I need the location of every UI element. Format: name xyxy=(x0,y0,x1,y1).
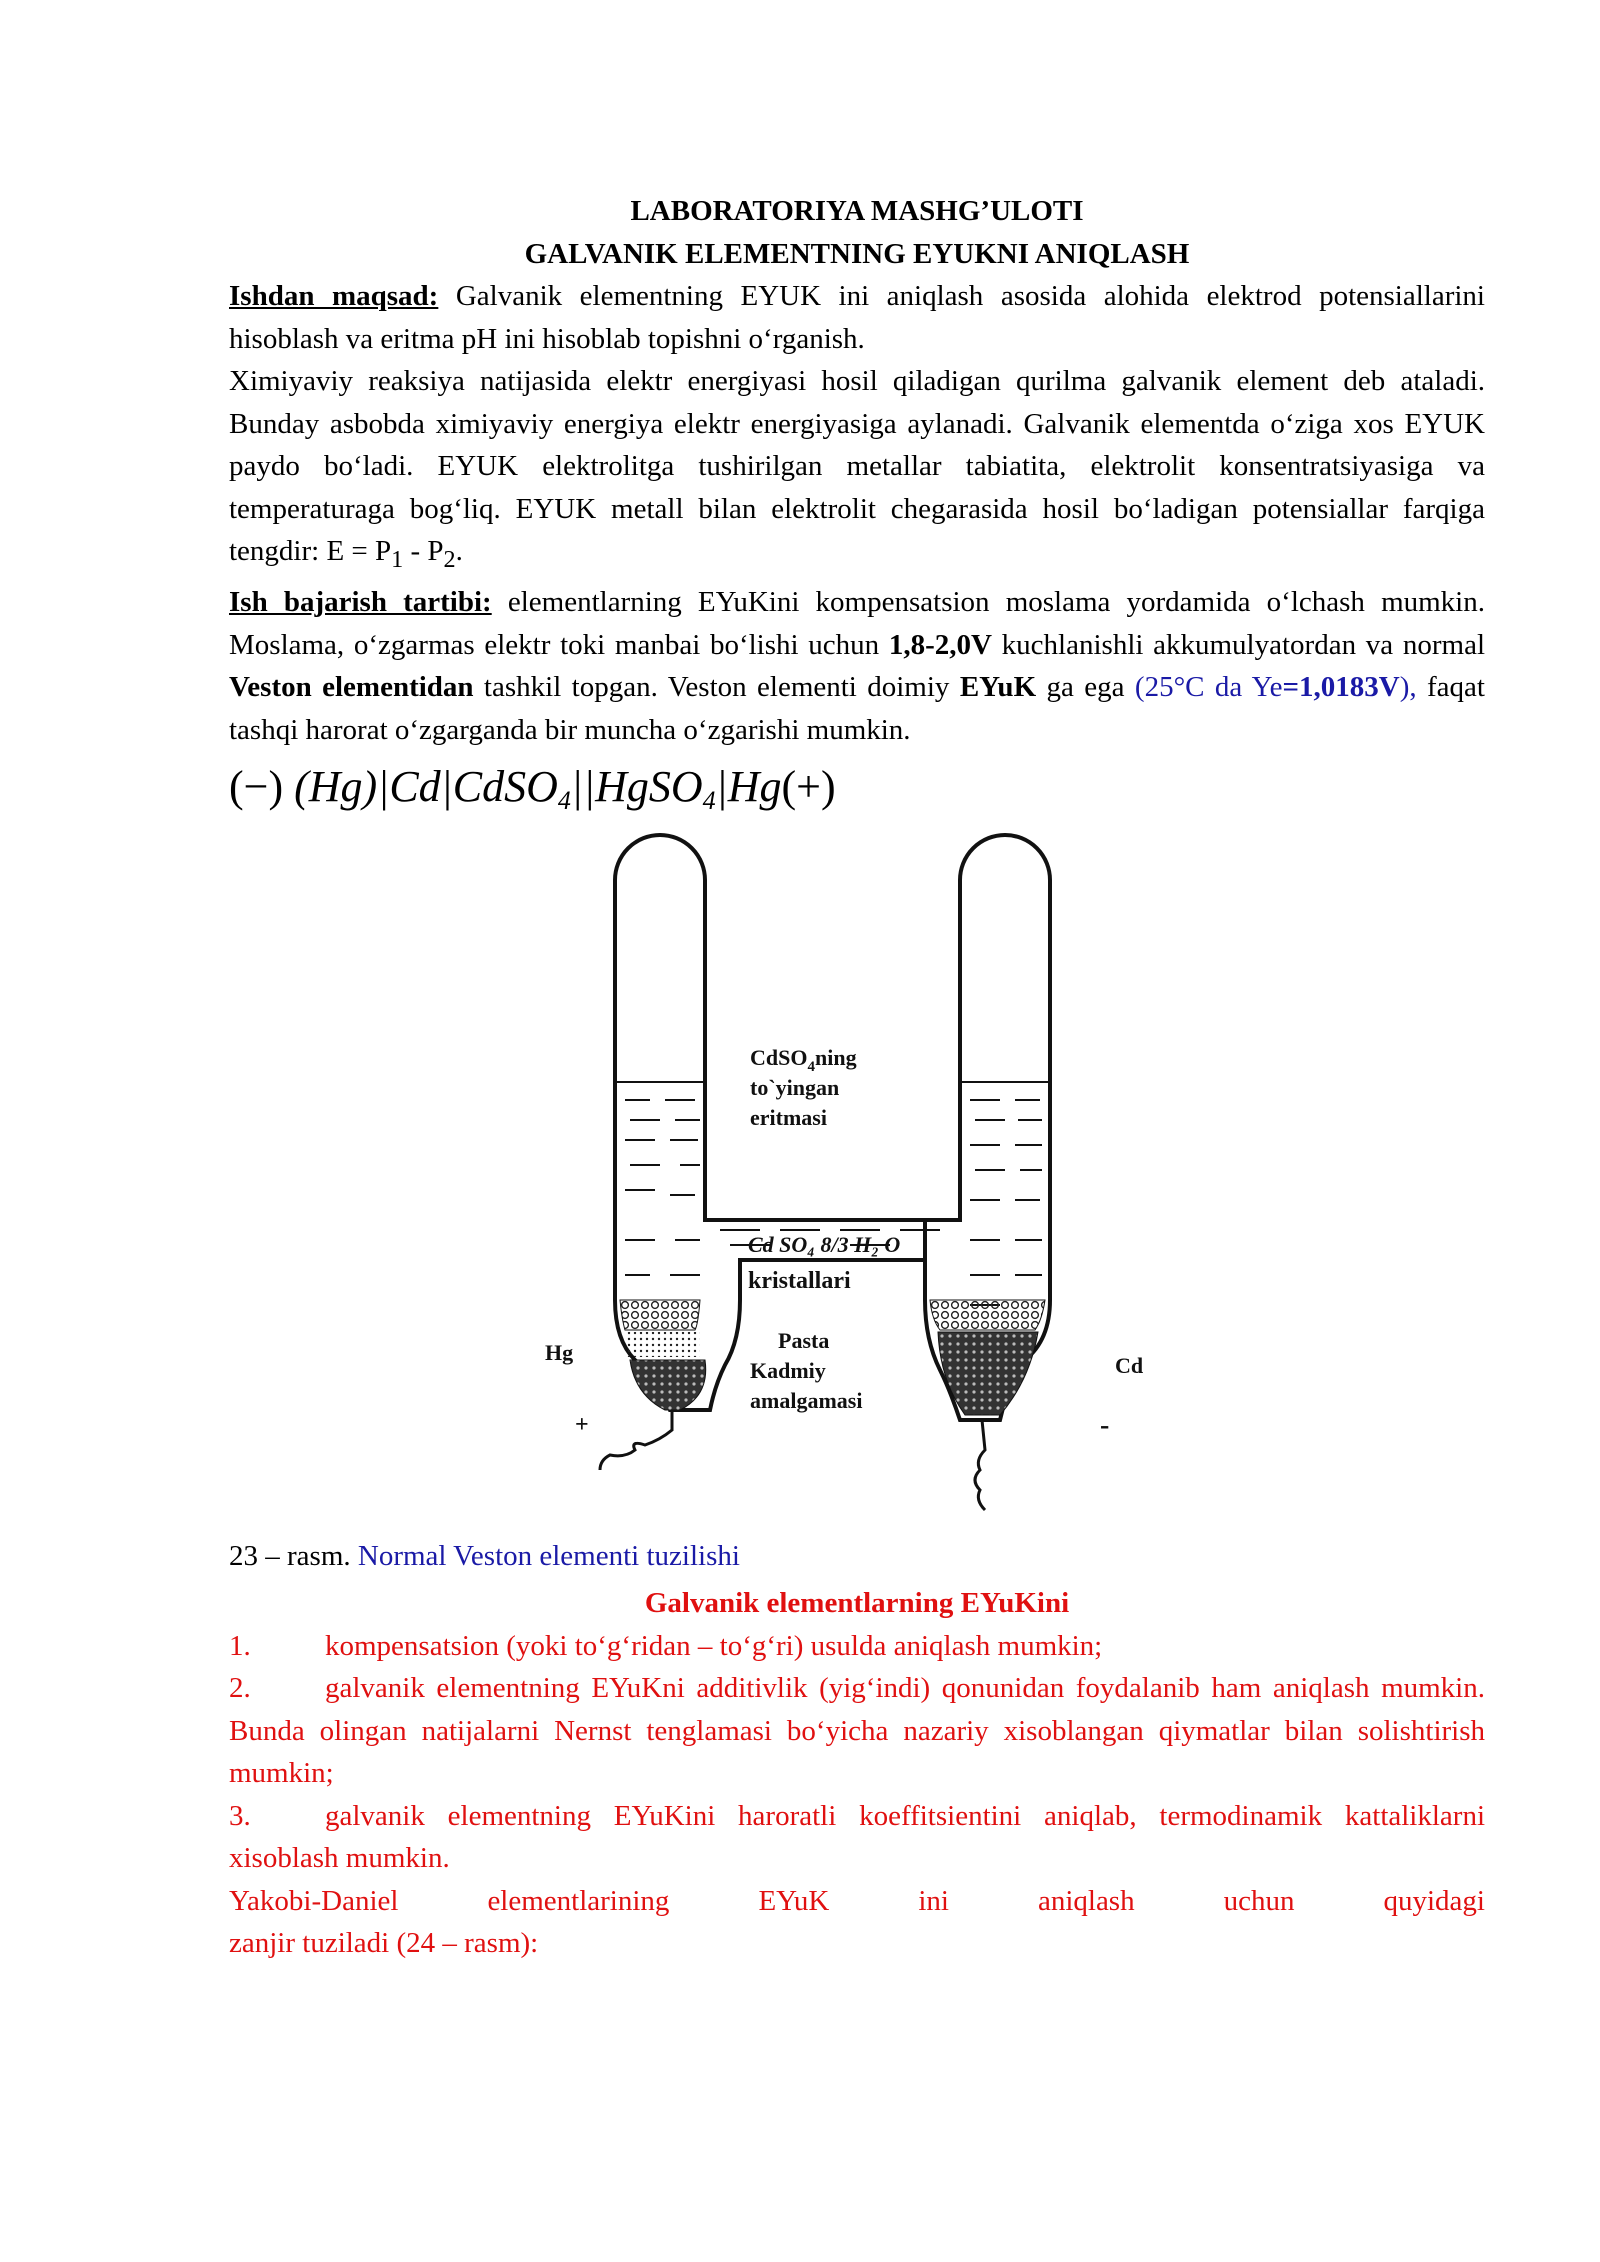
formula-minus: (−) xyxy=(229,762,284,812)
closing-line xyxy=(229,1880,1485,1923)
label-eritmasi: eritmasi xyxy=(750,1105,827,1130)
closing-word: uchun xyxy=(1223,1884,1295,1917)
left-mercury xyxy=(630,1360,706,1410)
formula-p3: |Hg xyxy=(715,762,782,812)
procedure-blue1: (25°C da Ye xyxy=(1134,671,1283,704)
list-number: 3. xyxy=(229,1799,251,1832)
list-text: galvanik elementning EYuKni additivlik (yig‘indi) qonunidan foydalanib ham aniqlash mumkin. Bunda olingan natijalarni Nernst tenglamasi bo‘yicha nazariy xisoblangan qiymatlar bilan solishtirish mumkin; xyxy=(229,1672,1485,1789)
formula-p2: ||HgSO xyxy=(570,762,703,812)
weston-cell-figure xyxy=(530,820,1170,1540)
left-wire xyxy=(600,1410,672,1470)
label-amalgamasi: amalgamasi xyxy=(750,1388,863,1413)
methods-section xyxy=(229,1582,1485,1965)
procedure-b2: Veston elementidan xyxy=(229,671,474,704)
list-item xyxy=(229,1795,1485,1880)
intro-paragraph xyxy=(229,360,1485,581)
procedure-label: Ish bajarish tartibi: xyxy=(229,586,492,619)
section-title: Galvanik elementlarning EYuKini xyxy=(644,1587,1070,1619)
formula-hg1: (Hg) xyxy=(294,762,378,812)
list-text: galvanik elementning EYuKini haroratli koeffitsientini aniqlab, termodinamik kattaliklarni xisoblash mumkin. xyxy=(229,1799,1485,1874)
left-paste xyxy=(625,1332,700,1357)
caption-text: Normal Veston elementi tuzilishi xyxy=(357,1540,740,1572)
intro-sub2: 2 xyxy=(443,545,456,573)
aim-label: Ishdan maqsad: xyxy=(229,280,439,312)
label-kristallari: kristallari xyxy=(748,1268,851,1294)
procedure-b3: EYuK xyxy=(959,671,1037,704)
label-pasta: Pasta xyxy=(778,1328,830,1353)
procedure-t3: tashkil topgan. Veston elementi doimiy xyxy=(473,671,960,704)
procedure-blue2: ), xyxy=(1399,671,1417,704)
procedure-t4: ga ega xyxy=(1036,671,1135,704)
figure-caption xyxy=(229,1540,740,1573)
document-title: LABORATORIYA MASHG’ULOTI xyxy=(630,195,1084,227)
formula-plus: (+) xyxy=(781,762,836,812)
list-text: kompensatsion (yoki to‘g‘ridan – to‘g‘ri) usulda aniqlash mumkin; xyxy=(325,1629,1103,1662)
label-hg: Hg xyxy=(545,1340,574,1365)
list-number: 1. xyxy=(229,1629,251,1662)
closing-line-2: zanjir tuziladi (24 – rasm): xyxy=(229,1927,539,1959)
intro-text: Ximiyaviy reaksiya natijasida elektr energiyasi hosil qiladigan qurilma galvanik element deb ataladi. Bunday asbobda ximiyaviy energiya elektr energiyasiga aylanadi. Galvanik elementda o‘ziga xos EYUK paydo bo‘ladi. EYUK elektrolitga tushirilgan metallar tabiatita, elektrolit konsentratsiyasiga va temperaturaga bog‘liq. EYUK metall bilan elektrolit chegarasida hosil bo‘ladigan potensiallar farqiga tengdir: E = P xyxy=(229,365,1485,567)
left-crystals xyxy=(620,1300,700,1330)
closing-word: elementlarining xyxy=(487,1884,670,1917)
procedure-t2: kuchlanishli akkumulyatordan va normal xyxy=(991,628,1485,661)
list-number: 2. xyxy=(229,1672,251,1704)
label-plus: + xyxy=(575,1412,589,1438)
intro-sub1: 1 xyxy=(391,545,404,573)
aim-paragraph xyxy=(229,275,1485,360)
label-toyingan: to`yingan xyxy=(750,1075,840,1100)
procedure-paragraph xyxy=(229,581,1485,751)
closing-word: quyidagi xyxy=(1383,1884,1485,1917)
label-minus: - xyxy=(1100,1410,1110,1441)
procedure-b1: 1,8-2,0V xyxy=(888,628,992,661)
label-cd: Cd xyxy=(1115,1353,1144,1378)
intro-mid: - P xyxy=(403,535,444,567)
weston-cell-diagram xyxy=(530,820,1170,1540)
list-item xyxy=(229,1667,1485,1795)
formula-s2: 4 xyxy=(702,786,716,816)
closing-word: aniqlash xyxy=(1037,1884,1135,1917)
procedure-blue-bold: =1,0183V xyxy=(1282,671,1400,704)
closing-word: ini xyxy=(918,1884,949,1917)
label-cdso4: CdSO$_4$ning xyxy=(750,1045,857,1075)
caption-prefix: 23 – rasm. xyxy=(229,1540,358,1572)
procedure-t1: elementlarning EYuKini kompensatsion moslama yordamida o‘lchash mumkin. Moslama, o‘zgarmas elektr toki manbai bo‘lishi uchun xyxy=(229,586,1485,661)
label-crystal-formula: Cd SO₄ 8/3 H₂ O xyxy=(748,1232,901,1257)
document-subtitle: GALVANIK ELEMENTNING EYUKNI ANIQLASH xyxy=(524,237,1190,270)
main-text xyxy=(229,190,1485,831)
right-crystals xyxy=(930,1300,1045,1330)
intro-end: . xyxy=(455,535,463,567)
list-item xyxy=(229,1625,1485,1668)
formula-s1: 4 xyxy=(557,786,571,816)
label-kadmiy: Kadmiy xyxy=(750,1358,826,1383)
closing-word: Yakobi-Daniel xyxy=(229,1884,399,1917)
formula-p1: |Cd|CdSO xyxy=(377,762,558,812)
procedure-t5: faqat tashqi harorat o‘zgarganda bir muncha o‘zgarishi mumkin. xyxy=(229,671,1485,746)
aim-text: Galvanik elementning EYUK ini aniqlash asosida alohida elektrod potensiallarini hisoblash va eritma pH ini hisoblab topishni o‘rganish. xyxy=(229,280,1485,355)
right-wire xyxy=(975,1420,985,1510)
closing-word: EYuK xyxy=(758,1884,830,1917)
